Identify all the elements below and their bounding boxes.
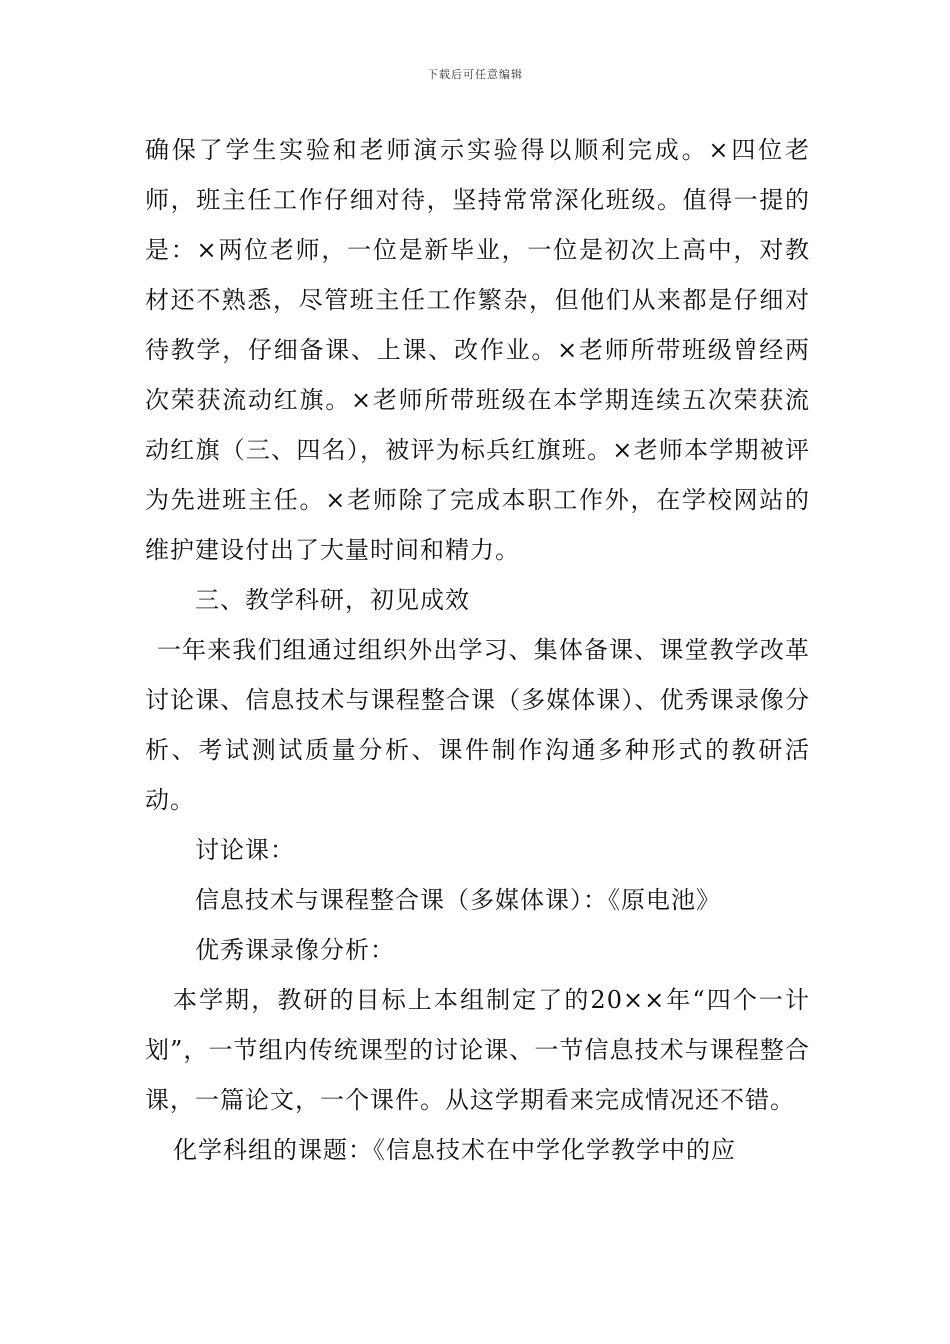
document-body [145, 125, 810, 1175]
page-header: 下载后可任意编辑 [427, 68, 523, 81]
section-heading-research: 三、教学科研，初见成效 [195, 586, 470, 614]
paragraph-multimedia-class: 信息技术与课程整合课（多媒体课）：《原电池》 [195, 886, 721, 914]
paragraph-research-activities: 一年来我们组通过组织外出学习、集体备课、课堂教学改革讨论课、信息技术与课程整合课（多媒体课）、优秀课录像分析、考试测试质量分析、课件制作沟通多种形式的教研活动。 [145, 636, 810, 814]
paragraph-discussion-class: 讨论课： [195, 836, 295, 864]
paragraph-semester-plan: 本学期，教研的目标上本组制定了的20××年“四个一计划”，一节组内传统课型的讨论课、一节信息技术与课程整合课，一篇论文，一个课件。从这学期看来完成情况还不错。 [145, 986, 810, 1114]
paragraph-research-topic: 化学科组的课题：《信息技术在中学化学教学中的应 [173, 1136, 736, 1164]
paragraph-teacher-work: 确保了学生实验和老师演示实验得以顺利完成。×四位老师，班主任工作仔细对待，坚持常常深化班级。值得一提的是：×两位老师，一位是新毕业，一位是初次上高中，对教材还不熟悉，尽管班主任工作繁杂，但他们从来都是仔细对待教学，仔细备课、上课、改作业。×老师所带班级曾经两次荣获流动红旗。×老师所带班级在本学期连续五次荣获流动红旗（三、四名），被评为标兵红旗班。×老师本学期被评为先进班主任。×老师除了完成本职工作外，在学校网站的维护建设付出了大量时间和精力。 [145, 136, 810, 564]
paragraph-video-analysis: 优秀课录像分析： [195, 936, 395, 964]
